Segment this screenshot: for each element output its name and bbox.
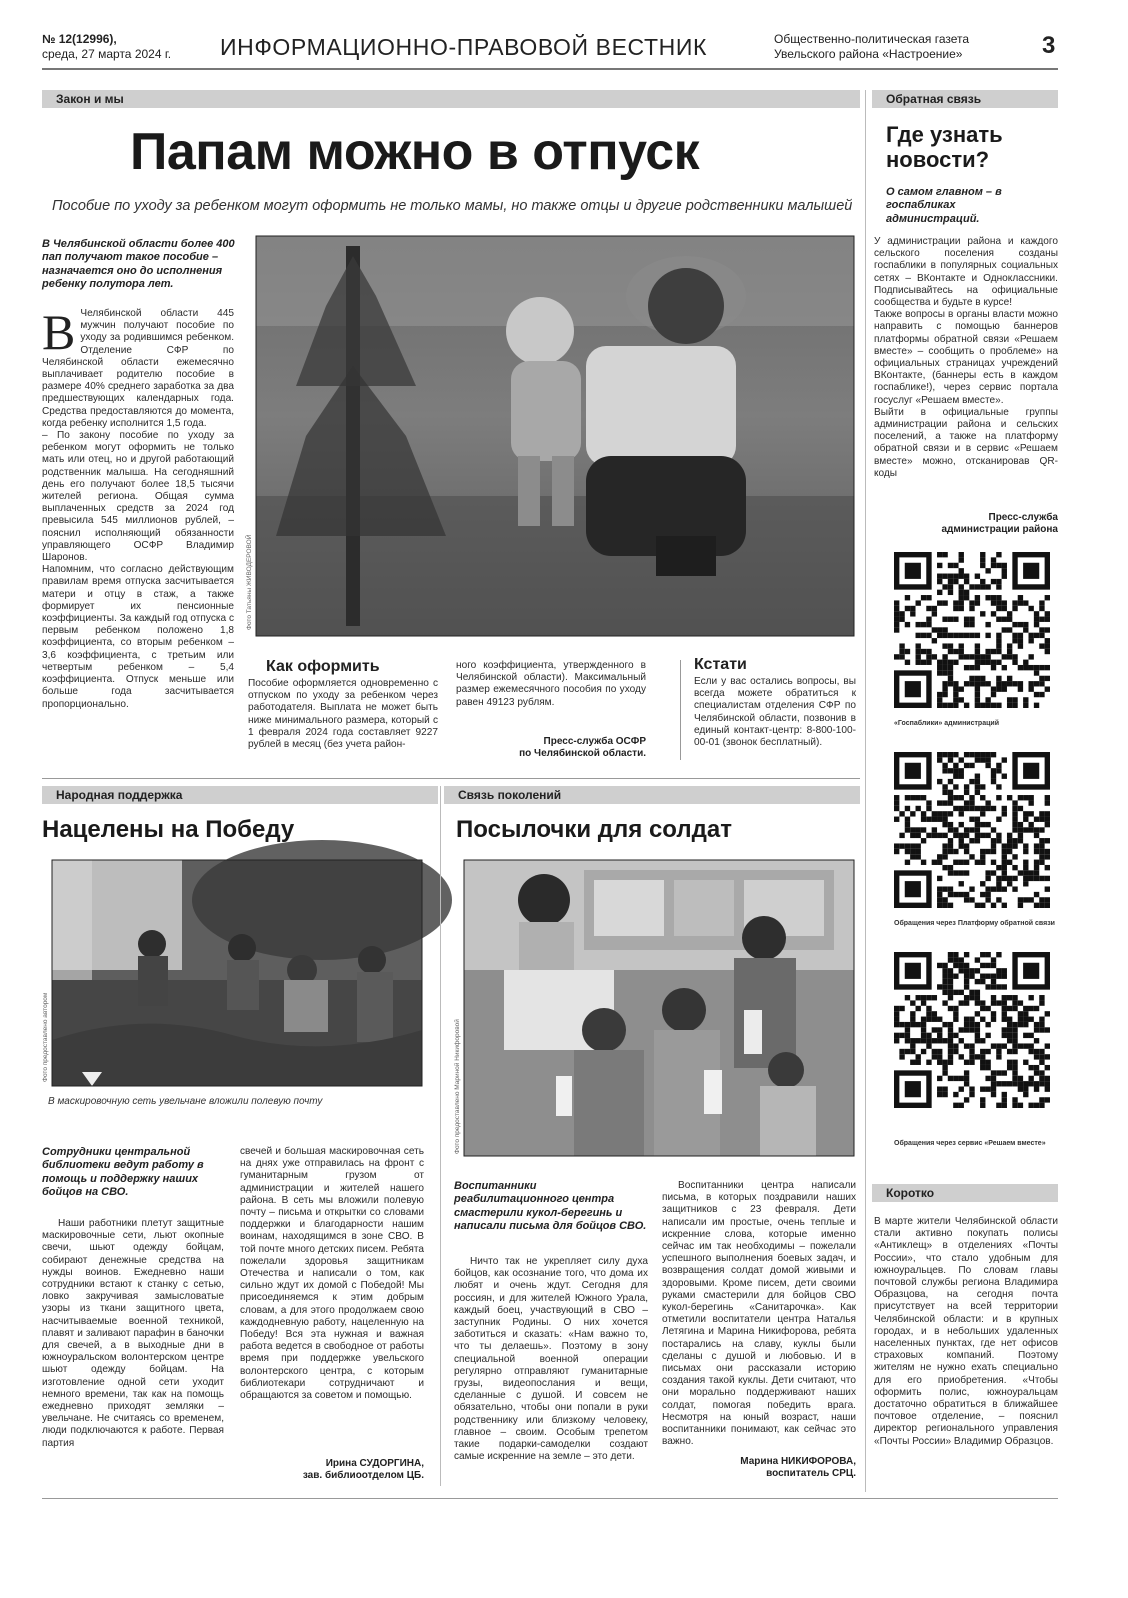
parcels-signature: Марина НИКИФОРОВА, воспитатель СРЦ. [740,1456,856,1479]
how-to-apply-col1: Пособие оформляется одновременно с отпуском по уходу за ребенком через работодателя. Выплата не может быть ниже минимального размера, который с 1 февраля 2024 года составляет 9227 рублей в месяц (без учета район- [248,678,441,751]
main-body [42,304,234,764]
qr-caption-reshaem-vmeste: Обращения через сервис «Решаем вместе» [894,1140,1046,1147]
rubric-law: Закон и мы [42,90,860,108]
by-the-way-text: Если у вас остались вопросы, вы всегда можете обратиться к специалистам отделения СФР по Челябинской области, позвонив в единый контакт-центр: 8-800-100-00-01 (звонок бесплатный). [694,676,859,749]
dropcap: В [42,304,76,360]
qr-caption-gospabliki: «Госпаблики» администраций [894,720,1000,727]
newspaper-name-line2: Увельского района «Настроение» [774,47,963,61]
parcels-lead: Воспитанники реабилитационного центра смастерили кукол-берегинь и написали письма для бойцов СВО. [454,1180,647,1233]
rubric-brief: Коротко [872,1184,1058,1202]
parcels-col2: Воспитанники центра написали письма, в которых поздравили наших защитников с 23 февраля. Дети написали им простые, очень теплые и искренние слова, которые именно сейчас им так необходимы – пожелали успешного выполнения боевых задач, и возвращения солдат домой живыми и здоровыми. Кроме писем, дети своими руками смастерили для бойцов СВО кукол-берегинь «Санитарочка». Как отметили воспитатели центра Наталья Летягина и Марина Никифорова, ребята постарались на славу, куклы были сделаны с душой и любовью. И в письмах они рассказали историю создания такой куклы. Дети считают, что они морально поддерживают наших солдат, помогая победить врага. Несмотря на юный возраст, наши воспитанники понимают, как сейчас это важно. [662,1180,859,1448]
victory-photo-credit: Фото предоставлено автором [42,992,49,1082]
sidebar-signature: Пресс-служба администрации района [941,512,1058,535]
parcels-headline: Посылочки для солдат [456,816,732,843]
main-signature: Пресс-служба ОСФР по Челябинской области. [519,736,646,759]
page-header [42,28,1062,68]
qr-code-feedback-platform[interactable] [888,746,1056,914]
header-rule [42,68,1058,70]
victory-lead: Сотрудники центральной библиотеки ведут работу в помощь и поддержку наших бойцов на СВО. [42,1146,207,1199]
camouflage-net-photo-image [52,860,422,1086]
main-body-text: Челябинской области 445 мужчин получают пособие по уходу за родившимся ребенком. Отделение СФР по Челябинской области ежемесячно выплачивает родителю пособие в размере 40% среднего заработка за два предшествующих календарных года. Средства предоставляются до момента, когда ребенку исполнится 1,5 года. – По закону пособие по уходу за ребенком могут оформить не только мать или отец, но и другой работающий родственник малыша. На сегодняшний день его получают более 18,5 тысячи жителей региона. Общая сумма выплаченных средств за 2024 год превысила 545 миллионов рублей, – пояснил исполняющий обязанности управляющего ОСФР Владимир Шаронов. Напомним, что согласно действующим правилам время отпуска засчитывается матери и отцу в стаж, а также формирует их пенсионные коэффициенты. За каждый год отпуска с первым ребенком положено 1,8 коэффициента, со вторым ребенком – 3,6 коэффициента, с третьим или четвертым ребенком – 5,4 коэффициента. Отпуск меньше или больше года засчитывается пропорционально. [42,308,234,710]
qr-code-reshaem-vmeste-icon [894,952,1050,1108]
by-the-way-title: Кстати [694,656,747,673]
how-to-apply-title: Как оформить [266,658,380,675]
issue-date: среда, 27 марта 2024 г. [42,47,172,61]
sidebar-text: У администрации района и каждого сельского поселения созданы госпаблики в популярных социальных сетях – ВКонтакте и Одноклассники. Подписывайтесь на официальные сообщества и будьте в курсе! Также вопросы в органы власти можно направить с помощью баннеров платформы обратной связи «Решаем вместе» – сообщить о проблеме» на официальных страницах учреждений ВКонтакте, (баннеры есть в каждом госпаблике!), через сервис портала госуслуг «Решаем вместе». Выйти в официальные группы администрации района и сельских поселений, а также на платформу обратной связи и в сервис «Решаем вместе» можно, отсканировав QR-коды [874,236,1058,479]
section-divider [42,778,860,779]
rubric-feedback: Обратная связь [872,90,1058,108]
by-the-way-divider [680,660,681,760]
brief-text: В марте жители Челябинской области стали активно покупать полисы «Антиклещ» в отделениях «Почты России», что стало удобным для южноуральцев. По словам главы почтовой службы региона Владимира Образцова, на сегодня почта присутствует на всей территории Челябинской области: и в крупных городах, и в небольших удаленных населенных пунктах, где нет офисов страховых компаний. Поэтому жителям не нужно ехать специально для его приобретения. «Чтобы оформить полис, южноуральцам достаточно обратиться в ближайшее почтовое отделение, – пояснил директор регионального управления «Почты России» Владимир Образцов. [874,1216,1061,1447]
rubric-peoples-support: Народная поддержка [42,786,438,804]
children-dolls-photo-image [464,860,854,1156]
qr-code-reshaem-vmeste[interactable] [888,946,1056,1114]
page-number: 3 [1042,32,1056,59]
how-to-apply-col2: ного коэффициента, утвержденного в Челябинской области). Максимальный размер ежемесячного пособия по уходу равен 49123 рублям. [456,660,649,708]
main-photo-father-child [256,236,854,636]
qr-caption-feedback-platform: Обращения через Платформу обратной связи [894,920,1055,927]
victory-signature: Ирина СУДОРГИНА, зав. библиоотделом ЦБ. [302,1458,424,1481]
parcels-col1: Ничто так не укрепляет силу духа бойцов, как осознание того, что дома их любят и очень ждут. Сегодня для россиян, и для жителей Южного Урала, каждый боец, участвующий в СВО – заступник Родины. О них хочется заботиться и сказать: «Нам важно то, что ты делаешь». Поэтому в зону специальной военной операции регулярно отправляют гуманитарные грузы, видеопослания и вещи, сделанные с душой. И совсем не обязательно, чтобы они попали в руки родственнику или близкому человеку, главное – своим. Особым трепетом такие подарки-самоделки создают самые искренние на земле – это дети. [454,1256,651,1463]
newspaper-name-line1: Общественно-политическая газета [774,32,970,46]
qr-code-gospabliki[interactable] [888,546,1056,714]
qr-code-feedback-platform-icon [894,752,1050,908]
parcels-photo-credit: Фото предоставлено Мариной Никифоровой [454,1019,461,1154]
rubric-generations: Связь поколений [444,786,860,804]
victory-col2: свечей и большая маскировочная сеть на днях уже отправилась на фронт с гуманитарным грузом от администрации и жителей нашего района. В сеть мы вложили полевую почту – письма и открытки со словами поддержки и благодарности нашим воинам, находящимся в зоне СВО. В той почте много детских писем. Ребята пожелали здоровья защитникам Отечества и написали о том, как сильно ждут их домой с Победой! Мы присоединяемся к этим добрым словам, а для этого продолжаем свою каждодневную работу, нацеленную на Победу! Вся эта нужная и важная работа ведется в свободное от работы время при поддержке увельского волонтерского центра, с которым библиотекари сотрудничают и обращаются за советом и помощью. [240,1146,427,1402]
father-child-photo-image [256,236,854,636]
column-divider [865,90,866,1492]
issue-number: № 12(12996), [42,32,117,46]
qr-code-gospabliki-icon [894,552,1050,708]
victory-col1: Наши работники плетут защитные маскировочные сети, льют окопные свечи, шьют одежду бойцам, собирают денежные средства на нужды воинов. Ежедневно наши сотрудники встают к станку с сетью, ловко закручивая замысловатые узоры из ткани защитного цвета, насчитываемые военной техникой, плавят и заливают парафин в баночки для свечей, а в выходные дни в южноуральском волонтерском центре шьют одежду бойцам. На изготовление одной сети уходит немного времени, так как на помощь ежедневно приходят земляки – увельчане. Не считаясь со временем, люди подключаются к работе. Первая партия [42,1218,227,1449]
main-headline: Папам можно в отпуск [130,123,700,181]
main-photo-credit: Фото Татьяны ЖИВОДЕРОВОЙ [246,534,253,630]
victory-headline: Нацелены на Победу [42,816,295,843]
sidebar-headline: Где узнать новости? [886,122,1003,172]
victory-photo-caption: В маскировочную сеть увельчане вложили полевую почту [48,1096,323,1107]
main-lead: В Челябинской области более 400 пап получают такое пособие – назначается оно до исполнения ребенку полутора лет. [42,238,238,291]
parcels-photo-children-dolls [464,860,854,1156]
section-title: ИНФОРМАЦИОННО-ПРАВОВОЙ ВЕСТНИК [220,34,707,60]
bottom-column-divider [440,786,441,1486]
victory-photo-camouflage-net [52,860,422,1086]
footer-rule [42,1498,1058,1499]
sidebar-lead: О самом главном – в госпабликах администраций. [886,186,1005,225]
main-subheadline: Пособие по уходу за ребенком могут оформить не только мамы, но также отцы и другие родственники малышей [52,198,853,214]
